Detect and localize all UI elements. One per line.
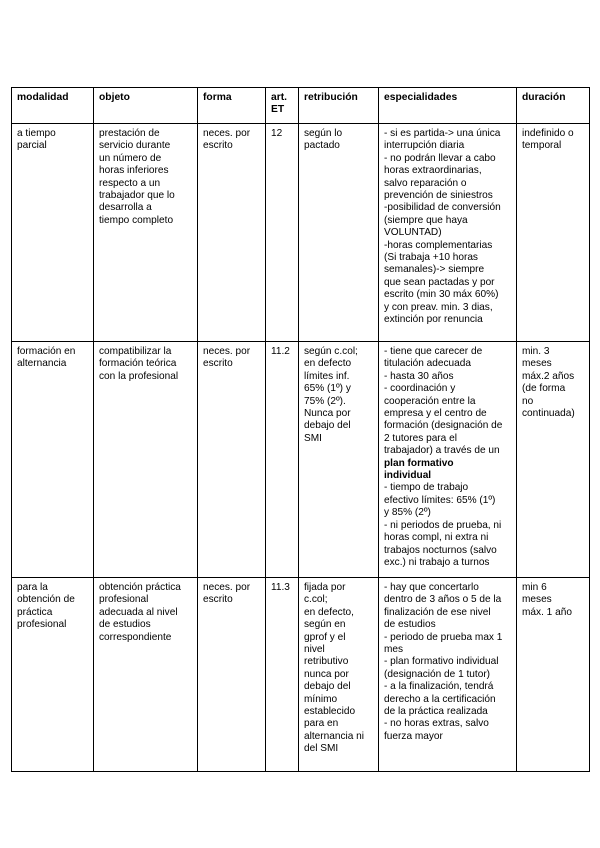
retribucion-line: establecido — [304, 706, 356, 718]
especialidades-line: VOLUNTAD) — [384, 227, 442, 239]
especialidades-line: cooperación entre la — [384, 395, 476, 407]
especialidades-line: horas compl, ni extra ni — [384, 532, 489, 544]
retribucion-line: 75% (2º). — [304, 395, 346, 407]
table-row — [12, 578, 590, 772]
especialidades-line: - plan formativo individual — [384, 656, 499, 668]
modalidad-line: profesional — [17, 619, 67, 631]
duracion-line: meses — [522, 594, 552, 606]
especialidades-line: interrupción diaria — [384, 140, 465, 152]
cell-duracion — [517, 342, 590, 578]
retribucion-line: debajo del — [304, 420, 351, 432]
duracion-line: (de forma — [522, 383, 566, 395]
especialidades-line: titulación adecuada — [384, 358, 471, 370]
especialidades-line: y con preav. min. 3 dias, — [384, 301, 493, 313]
retribucion-line: nunca por — [304, 668, 349, 680]
table-row — [12, 342, 590, 578]
especialidades-line: individual — [384, 470, 432, 482]
duracion-line: indefinido o — [522, 128, 574, 139]
retribucion-line: según en — [304, 619, 346, 631]
cell-duracion — [517, 124, 590, 342]
forma-line: escrito — [203, 140, 233, 152]
cell-objeto — [94, 124, 198, 342]
retribucion-line: según c.col; — [304, 346, 358, 357]
cell-modalidad — [12, 124, 94, 342]
cell-retribucion — [299, 578, 379, 772]
especialidades-line: -horas complementarias — [384, 239, 493, 251]
modalidad-line: obtención de — [17, 594, 75, 606]
especialidades-line: exc.) ni trabajo a turnos — [384, 556, 490, 568]
header-forma: forma — [198, 88, 266, 124]
cell-modalidad — [12, 578, 94, 772]
modalidad-line: formación en — [17, 346, 76, 357]
duracion-line: temporal — [522, 140, 562, 152]
especialidades-line: formación (designación de — [384, 420, 503, 432]
retribucion-line: del SMI — [304, 743, 339, 755]
retribucion-line: mínimo — [304, 693, 338, 705]
especialidades-line: trabajador) a través de un — [384, 445, 500, 457]
forma-line: escrito — [203, 594, 233, 606]
especialidades-line: dentro de 3 años o 5 de la — [384, 594, 502, 606]
duracion-line: min. 3 — [522, 346, 550, 357]
retribucion-line: Nunca por — [304, 408, 351, 420]
cell-forma — [198, 342, 266, 578]
especialidades-line: (Si trabaja +10 horas — [384, 252, 478, 264]
retribucion-line: 65% (1º) y — [304, 383, 351, 395]
cell-art-et — [266, 578, 299, 772]
especialidades-line: - tiene que carecer de — [384, 346, 483, 357]
art-line: 11.2 — [271, 346, 290, 357]
especialidades-line: de estudios — [384, 619, 436, 631]
cell-especialidades — [379, 578, 517, 772]
especialidades-line: - ni periodos de prueba, ni — [384, 519, 502, 531]
objeto-line: con la profesional — [99, 370, 179, 382]
retribucion-line: pactado — [304, 140, 340, 152]
art-line: 12 — [271, 128, 283, 139]
especialidades-line: mes — [384, 644, 404, 656]
objeto-line: un número de — [99, 152, 162, 164]
especialidades-line: derecho a la certificación — [384, 693, 496, 705]
objeto-line: tiempo completo — [99, 214, 174, 226]
duracion-line: meses — [522, 358, 552, 370]
cell-especialidades — [379, 124, 517, 342]
especialidades-line: salvo reparación o — [384, 177, 467, 189]
especialidades-line: prevención de siniestros — [384, 190, 493, 202]
objeto-line: correspondiente — [99, 631, 172, 643]
header-especialidades: especialidades — [379, 88, 517, 124]
especialidades-line: - no horas extras, salvo — [384, 718, 489, 730]
modalidad-line: alternancia — [17, 358, 67, 370]
cell-retribucion — [299, 124, 379, 342]
duracion-line: máx.2 años — [522, 370, 575, 382]
forma-line: neces. por — [203, 346, 251, 357]
forma-line: escrito — [203, 358, 233, 370]
cell-forma — [198, 124, 266, 342]
especialidades-line: plan formativo — [384, 457, 454, 469]
table-row — [12, 124, 590, 342]
especialidades-line: trabajos nocturnos (salvo — [384, 544, 497, 556]
art-line: 11.3 — [271, 582, 290, 593]
especialidades-line: que sean pactadas y por — [384, 276, 495, 288]
contract-modalities-table — [11, 87, 590, 772]
cell-art-et — [266, 342, 299, 578]
especialidades-line: - hasta 30 años — [384, 370, 454, 382]
especialidades-line: finalización de ese nivel — [384, 606, 491, 618]
especialidades-line: - hay que concertarlo — [384, 582, 479, 593]
retribucion-line: según lo — [304, 128, 343, 139]
cell-modalidad — [12, 342, 94, 578]
especialidades-line: de la práctica realizada — [384, 706, 488, 718]
forma-line: neces. por — [203, 582, 251, 593]
retribucion-line: retributivo — [304, 656, 349, 668]
header-row — [12, 88, 590, 124]
objeto-line: desarrolla a — [99, 202, 152, 214]
duracion-line: continuada) — [522, 408, 575, 420]
especialidades-line: -posibilidad de conversión — [384, 202, 501, 214]
especialidades-line: semanales)-> siempre — [384, 264, 485, 276]
modalidad-line: para la — [17, 582, 48, 593]
header-retribucion: retribución — [299, 88, 379, 124]
header-objeto: objeto — [94, 88, 198, 124]
retribucion-line: límites inf. — [304, 370, 350, 382]
retribucion-line: para en — [304, 718, 339, 730]
header-duracion: duración — [517, 88, 590, 124]
objeto-line: compatibilizar la — [99, 346, 172, 357]
especialidades-line: - si es partida-> una única — [384, 128, 501, 139]
objeto-line: prestación de — [99, 128, 160, 139]
retribucion-line: debajo del — [304, 681, 351, 693]
especialidades-line: fuerza mayor — [384, 730, 443, 742]
modalidad-line: parcial — [17, 140, 47, 152]
duracion-line: máx. 1 año — [522, 606, 572, 618]
especialidades-line: - a la finalización, tendrá — [384, 681, 494, 693]
cell-duracion — [517, 578, 590, 772]
cell-retribucion — [299, 342, 379, 578]
especialidades-line: escrito (min 30 máx 60%) — [384, 289, 499, 301]
especialidades-line: empresa y el centro de — [384, 408, 487, 420]
objeto-line: obtención práctica — [99, 582, 181, 593]
especialidades-line: extinción por renuncia — [384, 314, 483, 326]
especialidades-line: - coordinación y — [384, 383, 456, 395]
especialidades-line: (siempre que haya — [384, 214, 468, 226]
especialidades-line: (designación de 1 tutor) — [384, 668, 491, 680]
objeto-line: adecuada al nivel — [99, 606, 178, 618]
retribucion-line: en defecto — [304, 358, 352, 370]
duracion-line: no — [522, 395, 534, 407]
cell-objeto — [94, 342, 198, 578]
retribucion-line: fijada por — [304, 582, 346, 593]
modalidad-line: a tiempo — [17, 128, 56, 139]
especialidades-line: - periodo de prueba max 1 — [384, 631, 503, 643]
retribucion-line: c.col; — [304, 594, 328, 606]
especialidades-line: - no podrán llevar a cabo — [384, 152, 496, 164]
cell-especialidades — [379, 342, 517, 578]
cell-art-et — [266, 124, 299, 342]
objeto-line: formación teórica — [99, 358, 177, 370]
objeto-line: trabajador que lo — [99, 190, 175, 202]
retribucion-line: nivel — [304, 644, 325, 656]
especialidades-line: 2 tutores para el — [384, 432, 457, 444]
header-modalidad: modalidad — [12, 88, 94, 124]
table-body — [12, 124, 590, 772]
objeto-line: profesional — [99, 594, 149, 606]
especialidades-line: efectivo límites: 65% (1º) — [384, 494, 496, 506]
especialidades-line: - tiempo de trabajo — [384, 482, 469, 494]
cell-forma — [198, 578, 266, 772]
retribucion-line: gprof y el — [304, 631, 346, 643]
especialidades-line: horas extraordinarias, — [384, 165, 482, 177]
duracion-line: min 6 — [522, 582, 547, 593]
retribucion-line: en defecto, — [304, 606, 354, 618]
cell-objeto — [94, 578, 198, 772]
forma-line: neces. por — [203, 128, 251, 139]
objeto-line: horas inferiores — [99, 165, 169, 177]
objeto-line: respecto a un — [99, 177, 161, 189]
modalidad-line: práctica — [17, 606, 53, 618]
especialidades-line: y 85% (2º) — [384, 507, 431, 519]
header-art-et: art. ET — [266, 88, 299, 124]
retribucion-line: SMI — [304, 432, 322, 444]
objeto-line: servicio durante — [99, 140, 171, 152]
retribucion-line: alternancia ni — [304, 730, 365, 742]
objeto-line: de estudios — [99, 619, 151, 631]
